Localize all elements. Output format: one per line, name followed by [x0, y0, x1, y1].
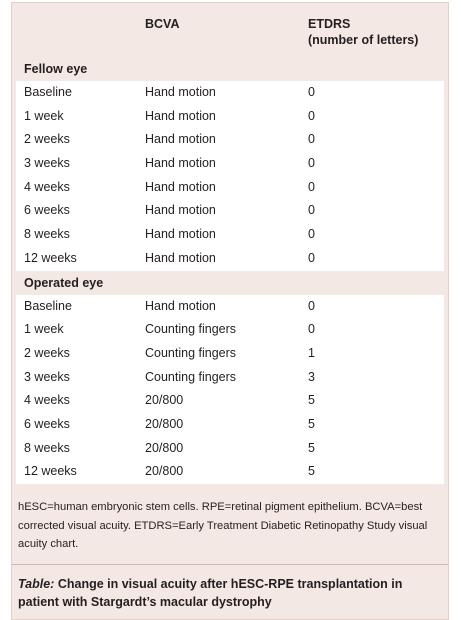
table-row: [16, 152, 444, 176]
table-row: [16, 199, 444, 223]
cell-bcva: 20/800: [145, 464, 184, 479]
cell-time: 4 weeks: [24, 179, 70, 194]
cell-etdrs: 0: [308, 203, 315, 218]
cell-time: Baseline: [24, 298, 72, 313]
table-row: [16, 342, 444, 366]
cell-bcva: Hand motion: [145, 179, 216, 194]
cell-bcva: 20/800: [145, 440, 184, 455]
visual-acuity-table: [11, 2, 449, 620]
cell-etdrs: 3: [308, 369, 315, 384]
table-footnote: hESC=human embryonic stem cells. RPE=retinal pigment epithelium. BCVA=best corrected visual acuity. ETDRS=Early Treatment Diabetic Retinopathy Study visual acuity chart.: [12, 484, 448, 565]
table-row: [16, 366, 444, 390]
section-body: [16, 81, 444, 271]
cell-etdrs: 0: [308, 322, 315, 337]
column-header-bcva: BCVA: [145, 17, 180, 31]
table-row: [16, 389, 444, 413]
table-row: [16, 295, 444, 319]
cell-time: 3 weeks: [24, 369, 70, 384]
caption-label: Table:: [18, 576, 55, 591]
cell-bcva: Hand motion: [145, 85, 216, 99]
cell-time: 2 weeks: [24, 132, 70, 147]
section-heading: Operated eye: [24, 275, 104, 290]
cell-etdrs: 5: [308, 464, 315, 479]
cell-bcva: 20/800: [145, 416, 184, 431]
cell-time: 1 week: [24, 108, 64, 123]
section-heading: Fellow eye: [24, 62, 88, 76]
cell-time: 1 week: [24, 322, 64, 337]
cell-etdrs: 0: [308, 132, 315, 147]
cell-time: 8 weeks: [24, 227, 70, 242]
cell-etdrs: 1: [308, 345, 315, 360]
cell-bcva: Hand motion: [145, 227, 216, 242]
cell-bcva: Hand motion: [145, 156, 216, 171]
cell-bcva: Hand motion: [145, 298, 216, 313]
cell-time: 3 weeks: [24, 156, 70, 171]
cell-bcva: Hand motion: [145, 250, 216, 265]
cell-time: 4 weeks: [24, 393, 70, 408]
table-row: [16, 460, 444, 484]
cell-bcva: Counting fingers: [145, 369, 237, 384]
table-header: [12, 3, 448, 57]
column-header-etdrs: [308, 16, 418, 48]
cell-etdrs: 0: [308, 108, 315, 123]
cell-time: 2 weeks: [24, 345, 70, 360]
table-row: [16, 247, 444, 271]
cell-time: Baseline: [24, 85, 72, 99]
cell-time: 6 weeks: [24, 416, 70, 431]
cell-etdrs: 0: [308, 250, 315, 265]
cell-bcva: 20/800: [145, 393, 184, 408]
cell-etdrs: 0: [308, 179, 315, 194]
cell-time: 8 weeks: [24, 440, 70, 455]
cell-bcva: Hand motion: [145, 132, 216, 147]
cell-time: 12 weeks: [24, 464, 77, 479]
cell-etdrs: 0: [308, 156, 315, 171]
section-body: [16, 295, 444, 485]
cell-bcva: Hand motion: [145, 108, 216, 123]
column-header-etdrs-unit: (number of letters): [308, 33, 419, 47]
cell-time: 6 weeks: [24, 203, 70, 218]
table-row: [16, 176, 444, 200]
table-row: [16, 318, 444, 342]
cell-etdrs: 5: [308, 393, 315, 408]
cell-etdrs: 0: [308, 85, 315, 99]
caption-text: Change in visual acuity after hESC-RPE transplantation in patient with Stargardt’s macular dystrophy: [18, 576, 403, 609]
cell-bcva: Hand motion: [145, 203, 216, 218]
cell-etdrs: 5: [308, 440, 315, 455]
table-row: [16, 81, 444, 105]
cell-time: 12 weeks: [24, 250, 77, 265]
table-row: [16, 105, 444, 129]
cell-etdrs: 0: [308, 227, 315, 242]
table-caption: [12, 565, 448, 619]
table-row: [16, 128, 444, 152]
table-row: [16, 437, 444, 461]
table-row: [16, 223, 444, 247]
table-row: [16, 413, 444, 437]
column-header-etdrs-title: ETDRS: [308, 17, 351, 31]
cell-etdrs: 5: [308, 416, 315, 431]
table-sections: [12, 57, 448, 484]
cell-bcva: Counting fingers: [145, 345, 237, 360]
cell-bcva: Counting fingers: [145, 322, 237, 337]
cell-etdrs: 0: [308, 298, 315, 313]
